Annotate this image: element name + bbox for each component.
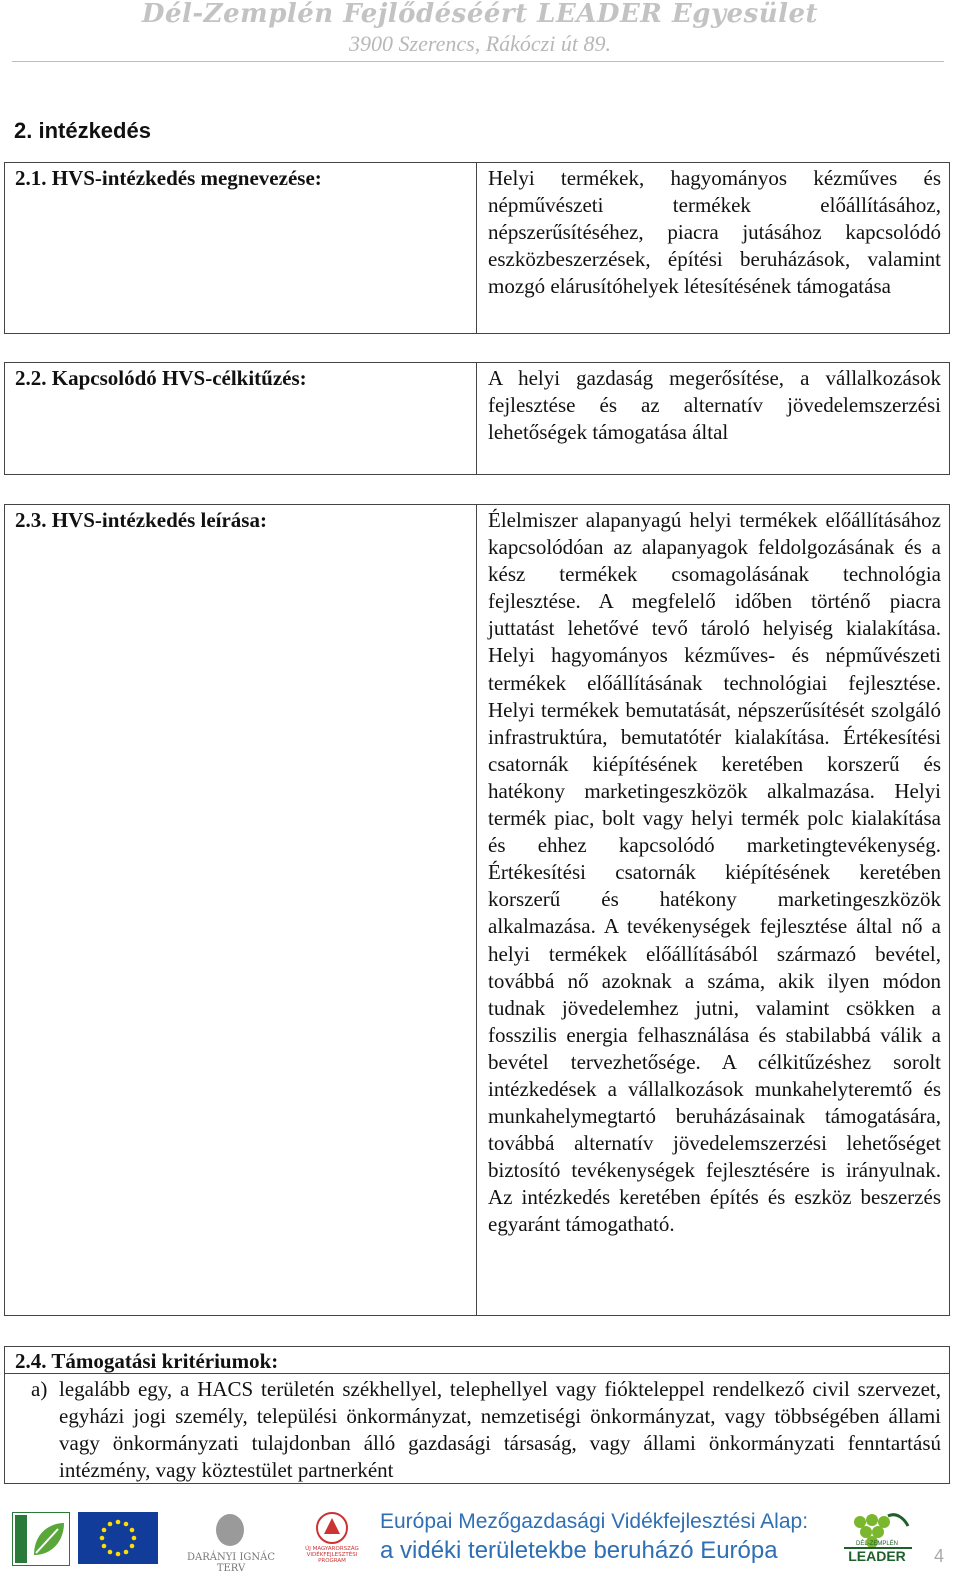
column-divider <box>476 163 477 333</box>
header-divider <box>12 61 944 62</box>
row-measure-name <box>4 162 950 334</box>
umvp-logo <box>300 1510 364 1568</box>
leader-eu-logo <box>12 1512 70 1566</box>
section-title: 2. intézkedés <box>14 118 151 143</box>
leader-small-text: DÉL-ZEMPLÉN <box>855 1541 898 1547</box>
criteria-item-marker: a) <box>31 1377 48 1401</box>
row-related-objective <box>4 362 950 475</box>
eafrd-line2: a vidéki területekbe beruházó Európa <box>380 1537 778 1564</box>
daranyi-text: DARÁNYI IGNÁC TERV <box>186 1552 276 1574</box>
organization-address: 3900 Szerencs, Rákóczi út 89. <box>349 31 611 56</box>
umvp-emblem-icon <box>300 1510 364 1546</box>
row-value: Helyi termékek, hagyományos kézműves és népművészeti termékek előállításához, népszerűsítéséhez, piacra jutásához kapcsolódó eszközbeszerzések, építési beruházások, valamint mozgó elárusítóhelyek létesítésének támogatása <box>488 166 941 298</box>
umvp-text: ÚJ MAGYARORSZÁG VIDÉKFEJLESZTÉSI PROGRAM <box>305 1546 359 1564</box>
leader-del-zemplen-logo <box>838 1508 916 1570</box>
row-label: 2.1. HVS-intézkedés megnevezése: <box>15 166 322 190</box>
column-divider <box>476 505 477 1315</box>
row-value: Élelmiszer alapanyagú helyi termékek előállításához kapcsolódóan az alapanyagok feldolgozásának és a kész termékek csomagolásának technológia fejlesztése. A megfelelő időben történő piacra juttatást lehetővé tevő tároló helyiség kialakítása. Helyi hagyományos kézműves- és népművészeti termékek előállításának technológiai fejlesztése. Helyi termékek bemutatását, népszerűsítését szolgáló infrastruktúra, bemutatótér kialakítása. Értékesítési csatornák kiépítésének keretében korszerű és hatékony marketingeszközök alkalmazása. Helyi termék piac, bolt vagy helyi termék polc kialakítása és ehhez kapcsolódó marketingtevékenység. Értékesítési csatornák kiépítésének keretében korszerű és hatékony marketingeszközök alkalmazása. A tevékenységek fejlesztése által nő a helyi termékek előállításából származó bevétel, továbbá nő azoknak a száma, akik ilyen módon tudnak jövedelemhez jutni, valamint csökken a fosszilis energia felhasználása és stabilabbá válik a bevétel tervezhetősége. A célkitűzéshez sorolt intézkedések a vállalkozások munkahelyteremtő és munkahelymegtartó beruházásainak támogatására, továbbá alternatív jövedelemszerzési lehetőséget biztosító tevékenységek fejlesztésére is irányulnak. Az intézkedés keretében építés és eszköz beszerzés egyaránt támogatható. <box>488 508 941 1237</box>
criteria-label: 2.4. Támogatási kritériumok: <box>15 1349 279 1373</box>
row-measure-description <box>4 504 950 1316</box>
page-number: 4 <box>933 1546 944 1566</box>
leader-bar-icon <box>15 1515 27 1563</box>
leaf-icon <box>28 1515 68 1563</box>
eu-flag-icon <box>78 1512 158 1564</box>
eu-stars-icon <box>78 1512 158 1564</box>
criteria-item-text: legalább egy, a HACS területén székhellyel, telephellyel vagy fiókteleppel rendelkező civil szervezet, egyházi jogi személy, települési önkormányzat, nemzetiségi önkormányzat, vagy többségében állami vagy önkormányzati tulajdonban álló gazdasági társaság, vagy állami önkormányzati fenntartású intézmény, vagy köztestület partnerként <box>59 1377 941 1482</box>
portrait-icon <box>216 1514 244 1546</box>
row-value: A helyi gazdaság megerősítése, a vállalkozások fejlesztése és az alternatív jövedelemszerzési lehetőségek támogatása által <box>488 366 941 444</box>
daranyi-ignac-logo <box>172 1512 290 1574</box>
criteria-body <box>4 1373 950 1484</box>
row-label: 2.3. HVS-intézkedés leírása: <box>15 508 267 532</box>
eafrd-text-block <box>380 1508 832 1568</box>
letterhead <box>0 0 960 59</box>
criteria-item <box>31 1376 941 1484</box>
row-label: 2.2. Kapcsolódó HVS-célkitűzés: <box>15 366 307 390</box>
organization-name: Dél-Zemplén Fejlődéséért LEADER Egyesület <box>141 0 819 29</box>
criteria-header <box>4 1346 950 1373</box>
eafrd-line1: Európai Mezőgazdasági Vidékfejlesztési Alap: <box>380 1510 809 1533</box>
footer-logo-strip <box>0 1506 960 1574</box>
leader-logo-text: LEADER <box>848 1548 906 1564</box>
column-divider <box>476 363 477 474</box>
